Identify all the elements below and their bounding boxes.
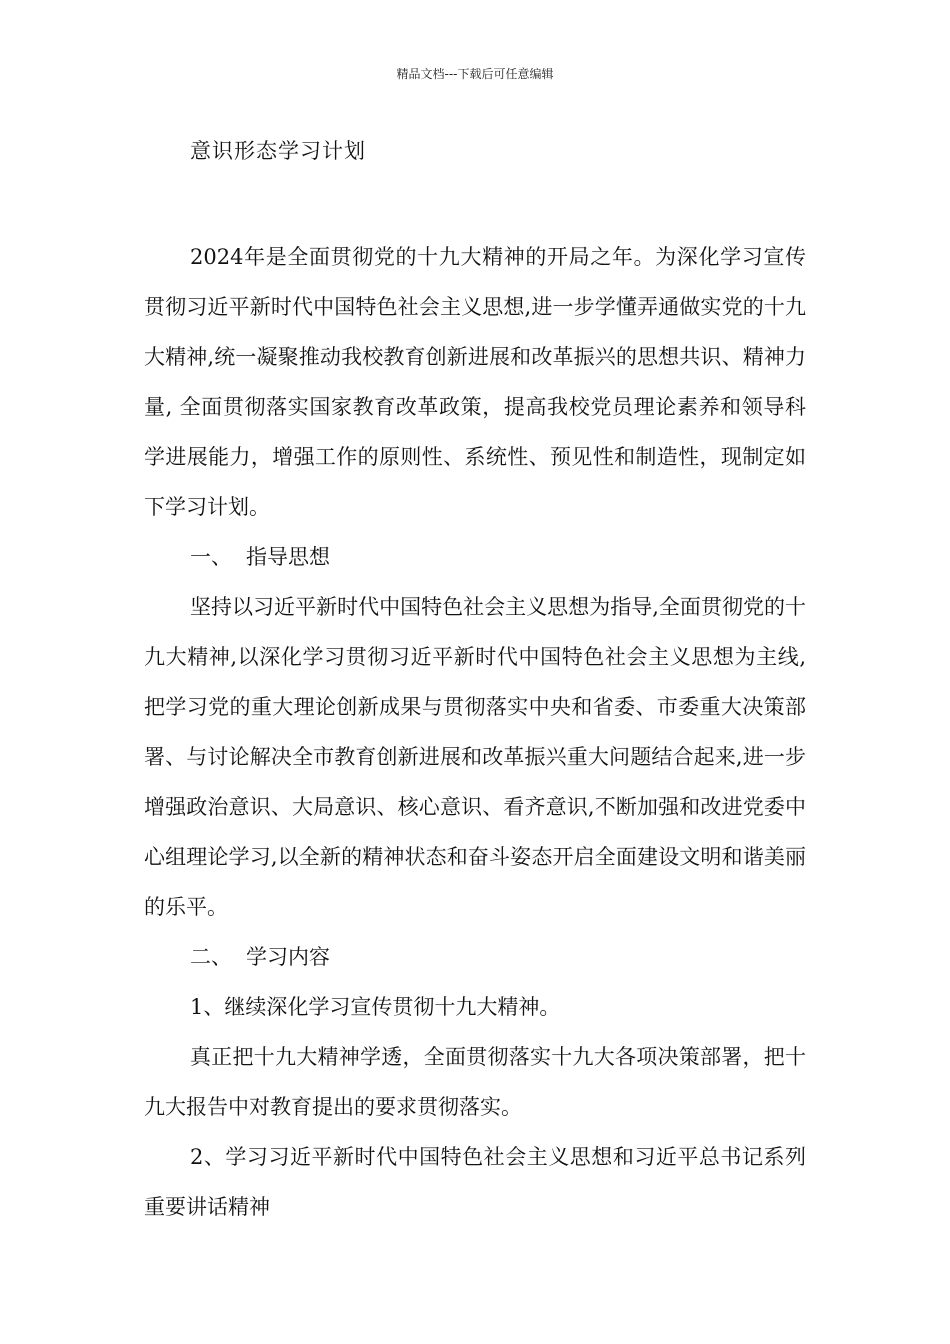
document-title: 意识形态学习计划	[190, 139, 366, 163]
section-1-number: 一、	[190, 545, 232, 569]
item-1-paragraph: 真正把十九大精神学透，全面贯彻落实十九大各项决策部署，把十九大报告中对教育提出的要求贯彻落实。	[144, 1045, 806, 1119]
document-body	[144, 232, 806, 1232]
section-2-number: 二、	[190, 945, 232, 969]
intro-paragraph: 2024年是全面贯彻党的十九大精神的开局之年。为深化学习宣传贯彻习近平新时代中国特色社会主义思想,进一步学懂弄通做实党的十九大精神,统一凝聚推动我校教育创新进展和改革振兴的思想共识、精神力量, 全面贯彻落实国家教育改革政策，提高我校党员理论素养和领导科学进展能力，增强工作的原则性、系统性、预见性和制造性，现制定如下学习计划。	[144, 245, 806, 519]
item-2-title: 2、学习习近平新时代中国特色社会主义思想和习近平总书记系列重要讲话精神	[144, 1145, 806, 1219]
item-1-title: 1、继续深化学习宣传贯彻十九大精神。	[190, 995, 561, 1019]
section-1-title: 指导思想	[246, 545, 330, 569]
section-2-heading	[144, 932, 806, 982]
section-2-title: 学习内容	[246, 945, 330, 969]
header-note: 精品文档---下载后可任意编辑	[396, 67, 554, 81]
section-1-heading	[144, 532, 806, 582]
section-1-paragraph: 坚持以习近平新时代中国特色社会主义思想为指导,全面贯彻党的十九大精神,以深化学习贯彻习近平新时代中国特色社会主义思想为主线,把学习党的重大理论创新成果与贯彻落实中央和省委、市委重大决策部署、与讨论解决全市教育创新进展和改革振兴重大问题结合起来,进一步增强政治意识、大局意识、核心意识、看齐意识,不断加强和改进党委中心组理论学习,以全新的精神状态和奋斗姿态开启全面建设文明和谐美丽的乐平。	[144, 595, 806, 919]
